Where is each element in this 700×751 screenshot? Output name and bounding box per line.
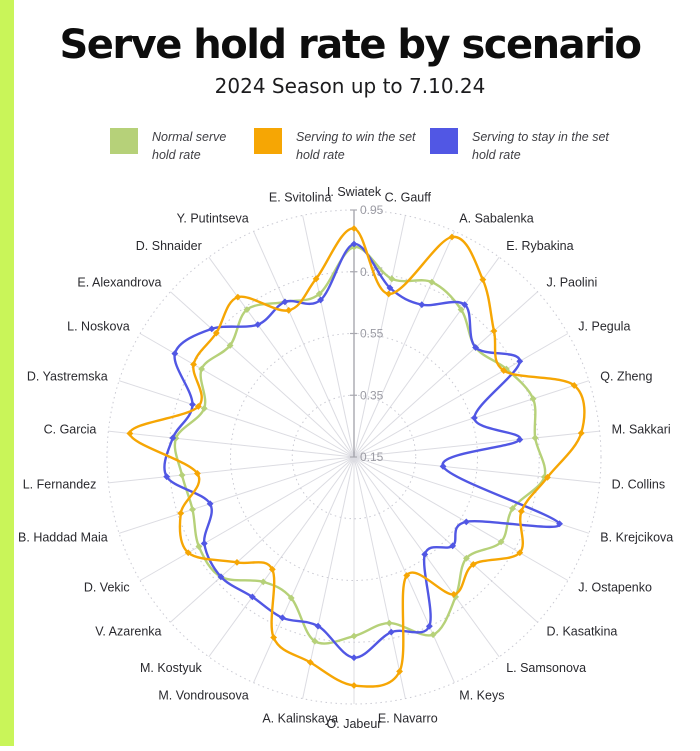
grid-spoke bbox=[119, 381, 354, 457]
player-label: J. Ostapenko bbox=[578, 580, 652, 595]
grid-spoke bbox=[108, 457, 354, 483]
axis-tick-label: 0.15 bbox=[360, 450, 384, 464]
page-title: Serve hold rate by scenario bbox=[59, 22, 641, 68]
axis-tick-label: 0.35 bbox=[360, 388, 384, 403]
series-marker-serving-to-stay-in-the-set-hold-rate bbox=[201, 540, 208, 547]
series-marker-normal-serve-hold-rate bbox=[179, 472, 186, 479]
player-label: E. Rybakina bbox=[506, 238, 574, 253]
series-marker-serving-to-stay-in-the-set-hold-rate bbox=[463, 518, 470, 525]
player-label: L. Noskova bbox=[67, 319, 130, 334]
series-marker-serving-to-win-the-set-hold-rate bbox=[177, 510, 184, 517]
player-label: D. Yastremska bbox=[26, 369, 108, 384]
series-marker-serving-to-win-the-set-hold-rate bbox=[285, 307, 292, 314]
player-label: J. Paolini bbox=[546, 275, 598, 290]
player-label: B. Krejcikova bbox=[600, 530, 674, 545]
player-label: M. Sakkari bbox=[611, 422, 671, 437]
grid-spoke bbox=[354, 381, 589, 457]
player-label: D. Shnaider bbox=[135, 238, 202, 253]
player-label: A. Kalinskaya bbox=[262, 711, 339, 726]
player-label: D. Collins bbox=[611, 477, 666, 492]
series-marker-serving-to-stay-in-the-set-hold-rate bbox=[351, 654, 358, 661]
player-label: M. Kostyuk bbox=[139, 661, 202, 676]
series-marker-serving-to-win-the-set-hold-rate bbox=[385, 291, 392, 298]
grid-spoke bbox=[119, 457, 354, 533]
player-label: Q. Zheng bbox=[600, 369, 653, 384]
player-label: E. Navarro bbox=[377, 711, 438, 726]
series-marker-normal-serve-hold-rate bbox=[196, 543, 203, 550]
grid-spoke bbox=[354, 457, 568, 581]
grid-spoke bbox=[209, 257, 354, 457]
player-label: M. Vondrousova bbox=[158, 688, 249, 703]
axis-tick-label: 0.75 bbox=[360, 264, 384, 279]
player-label: V. Azarenka bbox=[95, 624, 162, 639]
player-label: A. Sabalenka bbox=[459, 211, 534, 226]
legend-label-serving-to-win: Serving to win the set hold rate bbox=[296, 130, 416, 162]
series-marker-normal-serve-hold-rate bbox=[386, 620, 393, 627]
player-label: C. Garcia bbox=[43, 422, 97, 437]
series-marker-serving-to-stay-in-the-set-hold-rate bbox=[471, 414, 478, 421]
player-label: D. Kasatkina bbox=[546, 624, 618, 639]
player-label: M. Keys bbox=[459, 688, 505, 703]
grid-spoke bbox=[354, 431, 600, 457]
page-subtitle: 2024 Season up to 7.10.24 bbox=[214, 74, 486, 98]
series-marker-serving-to-stay-in-the-set-hold-rate bbox=[418, 301, 425, 308]
axis-tick-label: 0.55 bbox=[360, 326, 384, 341]
player-label: Y. Putintseva bbox=[176, 211, 249, 226]
player-label: O. Jabeur bbox=[326, 717, 382, 731]
legend-label-normal-serve: Normal serve hold rate bbox=[152, 130, 227, 162]
player-label: E. Svitolina bbox=[268, 190, 332, 205]
legend-label-serving-to-stay: Serving to stay in the set hold rate bbox=[472, 130, 609, 162]
grid-spoke bbox=[354, 257, 499, 457]
player-label: E. Alexandrova bbox=[77, 275, 162, 290]
series-marker-normal-serve-hold-rate bbox=[260, 578, 267, 585]
series-marker-serving-to-stay-in-the-set-hold-rate bbox=[171, 350, 178, 357]
series-marker-serving-to-win-the-set-hold-rate bbox=[449, 234, 456, 241]
player-label: L. Samsonova bbox=[506, 661, 587, 676]
player-label: I. Swiatek bbox=[326, 185, 382, 199]
series-marker-serving-to-stay-in-the-set-hold-rate bbox=[189, 401, 196, 408]
axis-tick-label: 0.95 bbox=[360, 203, 384, 217]
player-label: D. Vekic bbox=[83, 580, 130, 595]
player-label: C. Gauff bbox=[384, 190, 431, 205]
series-marker-serving-to-win-the-set-hold-rate bbox=[578, 430, 585, 437]
grid-spoke bbox=[354, 457, 405, 699]
grid-spoke bbox=[170, 292, 354, 457]
series-marker-normal-serve-hold-rate bbox=[189, 506, 196, 513]
series-marker-serving-to-win-the-set-hold-rate bbox=[351, 682, 358, 689]
player-label: L. Fernandez bbox=[22, 477, 97, 492]
series-marker-normal-serve-hold-rate bbox=[532, 435, 539, 442]
series-marker-serving-to-win-the-set-hold-rate bbox=[190, 361, 197, 368]
series-marker-normal-serve-hold-rate bbox=[351, 633, 358, 640]
series-marker-serving-to-stay-in-the-set-hold-rate bbox=[516, 358, 523, 365]
player-label: J. Pegula bbox=[578, 319, 631, 334]
player-label: B. Haddad Maia bbox=[18, 530, 108, 545]
